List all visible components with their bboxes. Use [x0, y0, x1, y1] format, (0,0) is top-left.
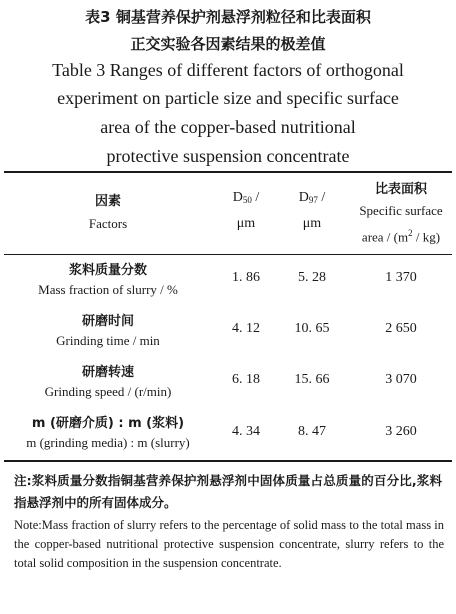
row-d97: 8. 47: [298, 424, 326, 439]
header-ssa-en: Specific surface: [359, 203, 443, 218]
table-bottom-rule: [4, 460, 452, 462]
row-factor-cn: 浆料质量分数: [68, 263, 147, 278]
header-d97: $D_{97}$ /: [298, 190, 326, 205]
row-d97: 10. 65: [294, 321, 330, 336]
header-ssa-unit: area / $(m^2 / kg)$: [361, 228, 441, 245]
row-factor-en: Grinding time / min: [56, 333, 160, 348]
row-ssa: 3 260: [385, 424, 417, 439]
header-d50: $D_{50}$ /: [232, 190, 260, 205]
row-factor-cn: 研磨转速: [81, 365, 134, 380]
row-factor-en: m (grinding media) : m (slurry): [26, 435, 190, 450]
row-d97: 5. 28: [298, 270, 326, 285]
row-factor-en: Grinding speed / (r/min): [44, 384, 172, 399]
table-note-cn: 注:浆料质量分数指铜基营养保护剂悬浮剂中固体质量占总质量的百分比,浆料指悬浮剂中的所有固体成分。: [14, 473, 442, 510]
row-d50: 4. 12: [232, 321, 260, 336]
header-factor-cn: 因素: [94, 194, 121, 209]
caption-cn-line-1: 表3 铜基营养保护剂悬浮剂粒径和比表面积: [85, 8, 371, 26]
row-d50: 6. 18: [232, 372, 260, 387]
caption-en-line-2: experiment on particle size and specific surface: [57, 88, 399, 108]
header-factor-en: Factors: [88, 216, 128, 231]
header-d97-unit: μm: [302, 216, 322, 231]
header-ssa-cn: 比表面积: [374, 182, 427, 197]
row-ssa: 1 370: [385, 270, 417, 285]
table-top-rule: [4, 171, 452, 173]
row-factor-en: Mass fraction of slurry / %: [38, 282, 178, 297]
header-d50-unit: μm: [236, 216, 256, 231]
caption-en-line-4: protective suspension concentrate: [106, 146, 350, 166]
row-d97: 15. 66: [294, 372, 330, 387]
caption-en-line-1: Table 3 Ranges of different factors of orthogonal: [52, 60, 404, 80]
row-factor-cn: m (研磨介质) : m (浆料): [31, 416, 185, 431]
row-factor-cn: 研磨时间: [81, 314, 134, 329]
caption-en-line-3: area of the copper-based nutritional: [100, 117, 356, 137]
row-d50: 1. 86: [232, 270, 260, 285]
row-d50: 4. 34: [232, 424, 260, 439]
table-note-en: Note:Mass fraction of slurry refers to the percentage of solid mass to the total mass in the copper-based nutritional protective suspension concentrate, slurry refers to the total solid composition in the suspension concentrate.: [14, 518, 444, 570]
caption-cn-line-2: 正交实验各因素结果的极差值: [130, 35, 326, 53]
row-ssa: 3 070: [385, 372, 417, 387]
row-ssa: 2 650: [385, 321, 417, 336]
table-header-rule: [4, 254, 452, 255]
